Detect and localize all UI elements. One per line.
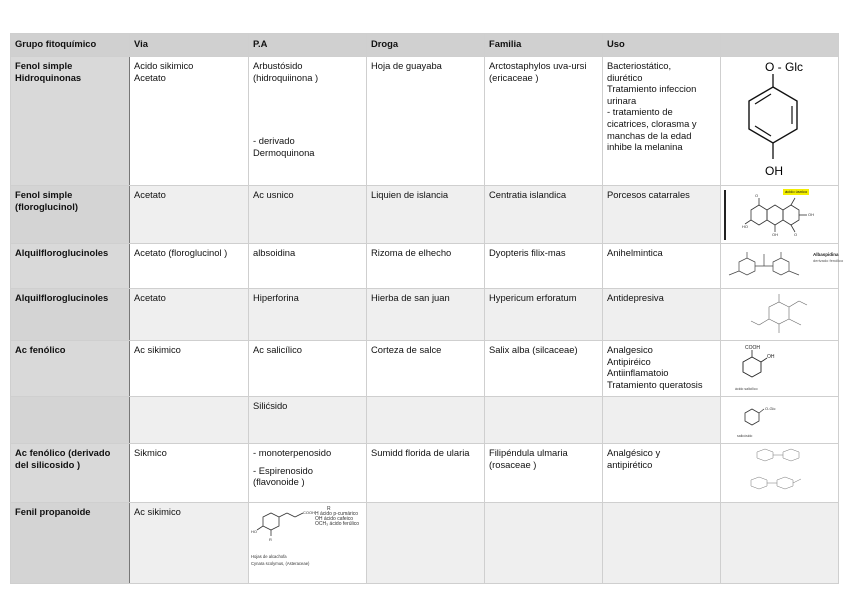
cell-uso: Bacteriostático, diurético Tratamiento infeccion urinara - tratamiento de cicatrices, clorasma y manchas de la edad inhibe la melanina <box>603 57 721 186</box>
svg-text:O-Glc: O-Glc <box>765 406 776 411</box>
cell-via <box>130 397 249 444</box>
table-row <box>11 57 839 186</box>
phenylpropanoid-structure <box>249 503 367 584</box>
svg-text:O: O <box>794 232 798 237</box>
header-figure <box>721 34 839 57</box>
cell-grupo: Ac fenólico (derivado del silicosido ) <box>11 444 130 503</box>
cell-pa: - monoterpenosido - Espirenosido (flavonoide ) <box>249 444 367 503</box>
cell-familia <box>485 503 603 584</box>
header-row <box>11 34 839 57</box>
cell-grupo: Fenil propanoide <box>11 503 130 584</box>
cell-via: Acetato <box>130 289 249 341</box>
table-row <box>11 186 839 244</box>
cell-familia: Filipéndula ulmaria (rosaceae ) <box>485 444 603 503</box>
hydroquinone-structure <box>721 57 839 186</box>
svg-text:derivado fenólico: derivado fenólico <box>813 258 844 263</box>
cell-familia: Dyopteris filix-mas <box>485 244 603 289</box>
cell-uso: Analgesico Antipiréico Antiinflamatoio Tratamiento queratosis <box>603 341 721 397</box>
albaspidin-structure <box>721 244 844 289</box>
svg-text:COOH: COOH <box>303 510 315 515</box>
cell-via: Acetato (floroglucinol ) <box>130 244 249 289</box>
svg-text:O - Glc: O - Glc <box>765 60 803 74</box>
header-via: Via <box>130 34 249 57</box>
table-row <box>11 503 839 584</box>
cell-droga: Rizoma de elhecho <box>367 244 485 289</box>
svg-text:R H ácido p-cum: R H ácido p-cumárico OH ácido cafeico OCH₃ ácido ferúlico <box>315 506 359 527</box>
svg-text:O: O <box>755 193 759 198</box>
svg-text:OH: OH <box>767 354 775 360</box>
table-row <box>11 397 839 444</box>
salicoside-structure <box>721 397 839 444</box>
header-droga: Droga <box>367 34 485 57</box>
cell-familia <box>485 397 603 444</box>
svg-text:OH: OH <box>772 232 778 237</box>
cell-familia: Arctostaphylos uva-ursi (ericaceae ) <box>485 57 603 186</box>
cell-familia: Hypericum erforatum <box>485 289 603 341</box>
cell-uso: Analgésico y antipirético <box>603 444 721 503</box>
cell-grupo: Alquilfloroglucinoles <box>11 244 130 289</box>
cell-uso: Porcesos catarrales <box>603 186 721 244</box>
cell-droga: Hierba de san juan <box>367 289 485 341</box>
usnic-acid-structure: ácido úsnico O OH HO OH O <box>721 186 839 244</box>
header-pa: P.A <box>249 34 367 57</box>
cell-grupo <box>11 397 130 444</box>
cell-uso: Anihelmintica <box>603 244 721 289</box>
table-row <box>11 341 839 397</box>
svg-text:salicósido: salicósido <box>737 434 753 438</box>
cell-pa: albsoidina <box>249 244 367 289</box>
cell-familia: Centratia islandica <box>485 186 603 244</box>
cell-grupo: Alquilfloroglucinoles <box>11 289 130 341</box>
cell-pa: Ac salicílico <box>249 341 367 397</box>
cell-grupo: Ac fenólico <box>11 341 130 397</box>
header-familia: Familia <box>485 34 603 57</box>
cell-familia: Salix alba (silcaceae) <box>485 341 603 397</box>
svg-text:HO: HO <box>251 529 257 534</box>
cell-grupo: Fenol simple Hidroquinonas <box>11 57 130 186</box>
cell-pa: Silićsido <box>249 397 367 444</box>
svg-text:Hojas de alcachofa: Hojas de alcachofa <box>251 554 287 559</box>
hyperforin-structure <box>721 289 839 341</box>
cell-droga: Sumidd florida de ularia <box>367 444 485 503</box>
cell-via: Acido sikimico Acetato <box>130 57 249 186</box>
header-uso: Uso <box>603 34 721 57</box>
cell-figure <box>721 503 839 584</box>
cell-droga <box>367 397 485 444</box>
phytochemical-table <box>10 33 844 584</box>
svg-text:ácido salicílico: ácido salicílico <box>735 387 758 391</box>
glycoside-structures <box>721 444 839 503</box>
cell-droga: Liquien de islancia <box>367 186 485 244</box>
cell-uso <box>603 503 721 584</box>
header-grupo: Grupo fitoquímico <box>11 34 130 57</box>
cell-droga <box>367 503 485 584</box>
cell-pa: Hiperforina <box>249 289 367 341</box>
cell-via: Acetato <box>130 186 249 244</box>
table-row <box>11 289 839 341</box>
cell-droga: Hoja de guayaba <box>367 57 485 186</box>
svg-text:COOH: COOH <box>745 345 760 351</box>
cell-uso: Antidepresiva <box>603 289 721 341</box>
cell-uso <box>603 397 721 444</box>
salicylic-acid-structure <box>721 341 839 397</box>
cell-pa: Ac usnico <box>249 186 367 244</box>
table-row <box>11 444 839 503</box>
cell-via: Ac sikimico <box>130 341 249 397</box>
svg-text:Albaspidina: Albaspidina <box>813 252 839 257</box>
svg-text:HO: HO <box>742 224 748 229</box>
cell-pa: Arbustósido (hidroquiinona ) - derivado Dermoquinona <box>249 57 367 186</box>
cell-via: Ac sikimico <box>130 503 249 584</box>
cell-via: Sikmico <box>130 444 249 503</box>
cell-droga: Corteza de salce <box>367 341 485 397</box>
cell-grupo: Fenol simple (floroglucinol) <box>11 186 130 244</box>
svg-text:OH: OH <box>808 212 814 217</box>
table-row <box>11 244 839 289</box>
svg-text:Cynara scolymus, (Asteraceae): Cynara scolymus, (Asteraceae) <box>251 561 310 566</box>
svg-text:OH: OH <box>765 164 783 178</box>
svg-text:R: R <box>269 537 272 542</box>
